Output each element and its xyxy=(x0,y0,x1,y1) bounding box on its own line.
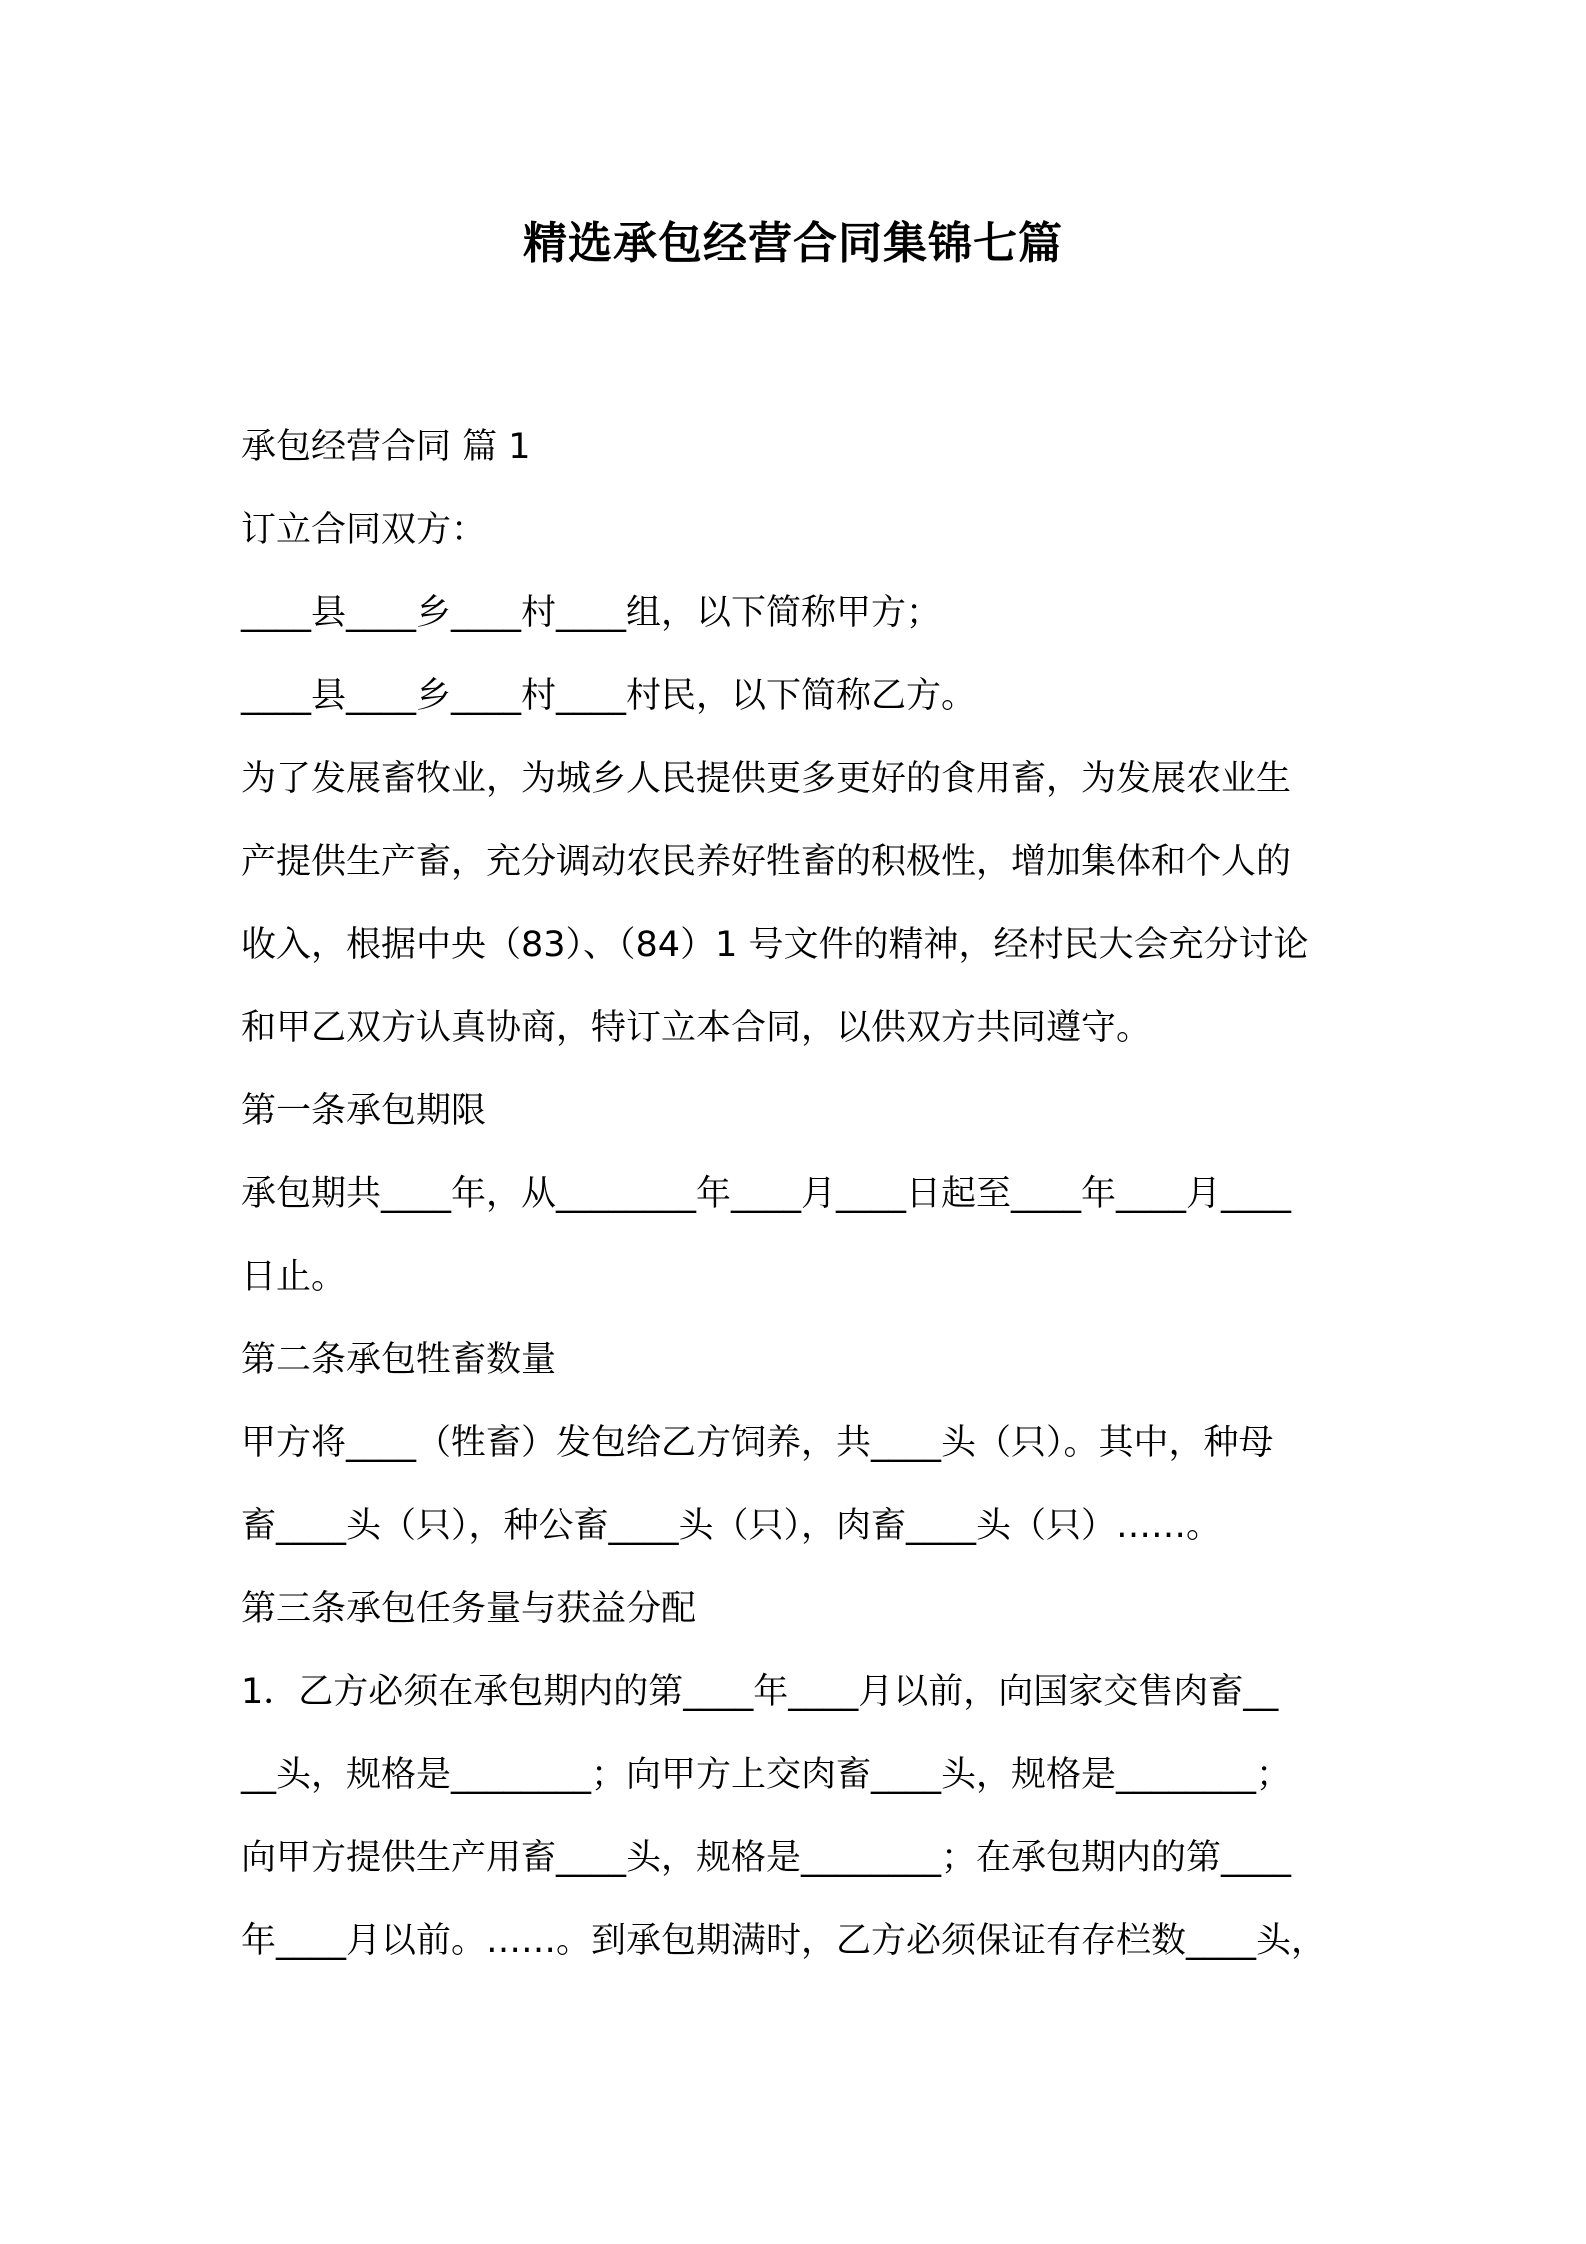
paragraph-line: 畜____头（只），种公畜____头（只），肉畜____头（只）……。 xyxy=(241,1506,1222,1546)
paragraph-line: 产提供生产畜，充分调动农民养好牲畜的积极性，增加集体和个人的 xyxy=(241,842,1292,882)
party-a-line: ____县____乡____村____组，以下简称甲方； xyxy=(241,593,942,633)
party-b-line: ____县____乡____村____村民，以下简称乙方。 xyxy=(241,676,977,716)
section-heading-article-1: 承包经营合同 篇 1 xyxy=(241,427,531,467)
clause-heading-3: 第三条承包任务量与获益分配 xyxy=(241,1589,697,1629)
document-body xyxy=(241,406,1357,1983)
paragraph-line: 收入，根据中央（83）、（84）1 号文件的精神，经村民大会充分讨论 xyxy=(241,925,1309,965)
paragraph-line: 年____月以前。……。到承包期满时，乙方必须保证有存栏数____头， xyxy=(241,1921,1327,1961)
paragraph-line: __头，规格是________；向甲方上交肉畜____头，规格是________； xyxy=(241,1755,1292,1795)
clause-heading-1: 第一条承包期限 xyxy=(241,1091,487,1131)
paragraph-line: 1．乙方必须在承包期内的第____年____月以前，向国家交售肉畜__ xyxy=(241,1672,1279,1712)
paragraph-line: 日止。 xyxy=(241,1257,347,1297)
paragraph-line: 和甲乙双方认真协商，特订立本合同，以供双方共同遵守。 xyxy=(241,1008,1152,1048)
document-title: 精选承包经营合同集锦七篇 xyxy=(523,218,1063,269)
paragraph-line: 甲方将____（牲畜）发包给乙方饲养，共____头（只）。其中，种母 xyxy=(241,1423,1274,1463)
paragraph-line: 为了发展畜牧业，为城乡人民提供更多更好的食用畜，为发展农业生 xyxy=(241,759,1292,799)
paragraph-line: 向甲方提供生产用畜____头，规格是________；在承包期内的第____ xyxy=(241,1838,1292,1878)
clause-heading-2: 第二条承包牲畜数量 xyxy=(241,1340,557,1380)
paragraph-line: 承包期共____年，从________年____月____日起至____年____月____ xyxy=(241,1174,1292,1214)
parties-label: 订立合同双方： xyxy=(241,510,487,550)
